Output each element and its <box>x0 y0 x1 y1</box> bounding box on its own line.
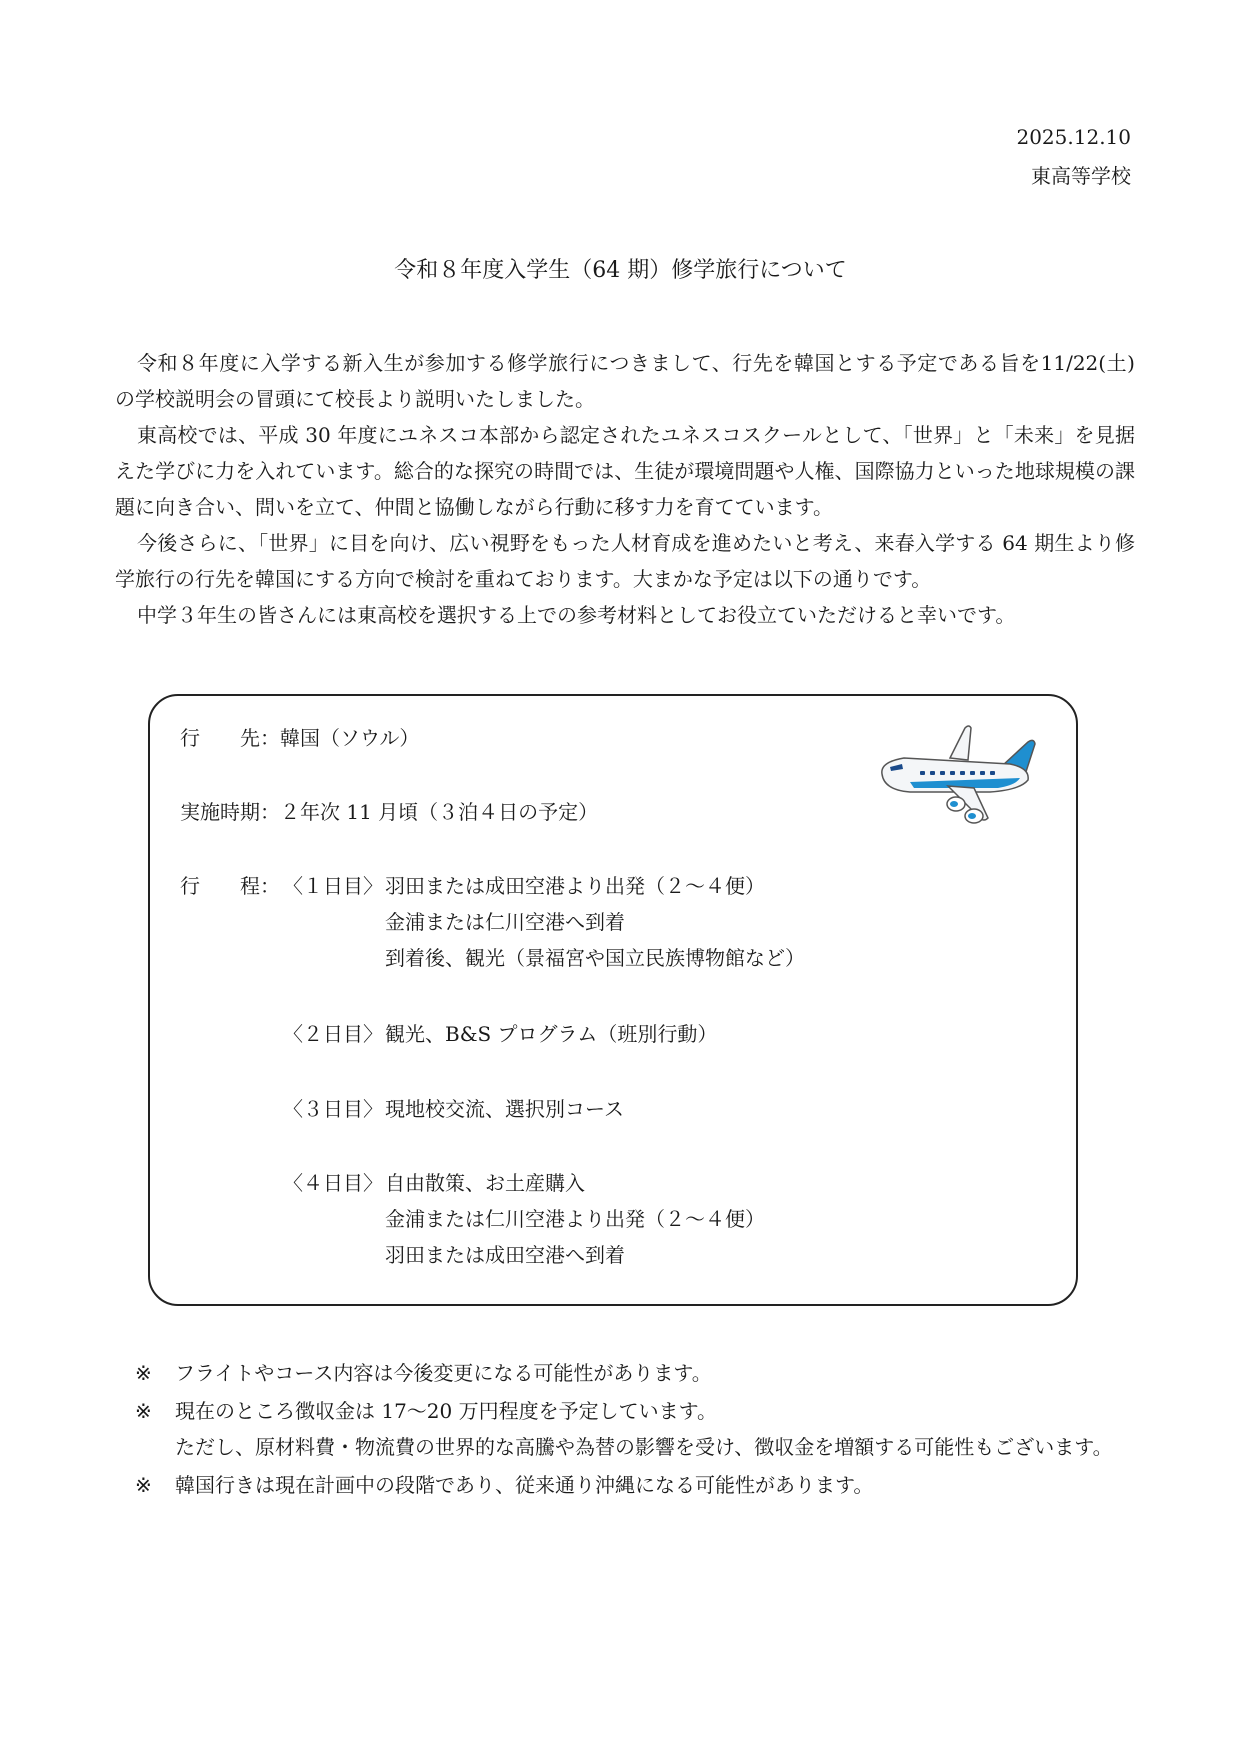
day-label: 〈４日目〉 <box>283 1171 383 1195</box>
period-value: ２年次 11 月頃（３泊４日の予定） <box>280 800 599 824</box>
day-label: 〈１日目〉 <box>283 874 383 898</box>
page-title: 令和８年度入学生（64 期）修学旅行について <box>394 258 847 283</box>
paragraph: 中学３年生の皆さんには東高校を選択する上での参考材料としてお役立ていただけると幸いです。 <box>137 603 1016 627</box>
destination-row <box>180 720 419 756</box>
school-name: 東高等学校 <box>1031 164 1131 188</box>
note-text: ただし、原材料費・物流費の世界的な高騰や為替の影響を受け、徴収金を増額する可能性もございます。 <box>175 1435 1113 1459</box>
paragraph: 東高校では、平成 30 年度にユネスコ本部から認定されたユネスコスクールとして、「世界」と「未来」を見据えた学びに力を入れています。総合的な探究の時間では、生徒が環境問題や人権、国際協力といった地球規模の課題に向き合い、問いを立て、仲間と協働しながら行動に移す力を育てています。 <box>115 423 1135 519</box>
airplane-icon <box>870 722 1045 827</box>
paragraph: 今後さらに、「世界」に目を向け、広い視野をもった人材育成を進めたいと考え、来春入学する 64 期生より修学旅行の行先を韓国にする方向で検討を重ねております。大まかな予定は以下の通りです。 <box>115 531 1135 591</box>
itinerary-line: 羽田または成田空港より出発（２～４便） <box>385 874 765 898</box>
itinerary-line: 金浦または仁川空港へ到着 <box>385 910 625 934</box>
note-item <box>135 1467 1135 1503</box>
day-label: 〈２日目〉 <box>283 1022 383 1046</box>
period-row <box>180 794 598 830</box>
period-label: 実施時期： <box>180 800 280 824</box>
note-item <box>135 1393 1135 1465</box>
note-text: フライトやコース内容は今後変更になる可能性があります。 <box>175 1361 712 1385</box>
note-item <box>135 1355 1135 1391</box>
body-text <box>115 345 1135 633</box>
notes-list <box>135 1355 1135 1503</box>
note-mark: ※ <box>135 1399 152 1423</box>
itinerary-line: 到着後、観光（景福宮や国立民族博物館など） <box>385 946 805 970</box>
itinerary-line: 現地校交流、選択別コース <box>385 1097 624 1121</box>
note-mark: ※ <box>135 1473 152 1497</box>
document-date: 2025.12.10 <box>1016 125 1131 149</box>
note-mark: ※ <box>135 1361 152 1385</box>
day-label: 〈３日目〉 <box>283 1097 383 1121</box>
destination-label: 行 先： <box>180 726 280 750</box>
note-text: 現在のところ徴収金は 17～20 万円程度を予定しています。 <box>175 1399 718 1423</box>
itinerary-line: 観光、B&S プログラム（班別行動） <box>385 1022 718 1046</box>
itinerary-line: 羽田または成田空港へ到着 <box>385 1243 625 1267</box>
itinerary-line: 金浦または仁川空港より出発（２～４便） <box>385 1207 765 1231</box>
note-text: 韓国行きは現在計画中の段階であり、従来通り沖縄になる可能性があります。 <box>175 1473 874 1497</box>
destination-value: 韓国（ソウル） <box>280 726 420 750</box>
itinerary-line: 自由散策、お土産購入 <box>385 1171 585 1195</box>
paragraph: 令和８年度に入学する新入生が参加する修学旅行につきまして、行先を韓国とする予定である旨を11/22(土) の学校説明会の冒頭にて校長より説明いたしました。 <box>115 351 1135 411</box>
itinerary-label: 行 程： <box>180 874 280 898</box>
